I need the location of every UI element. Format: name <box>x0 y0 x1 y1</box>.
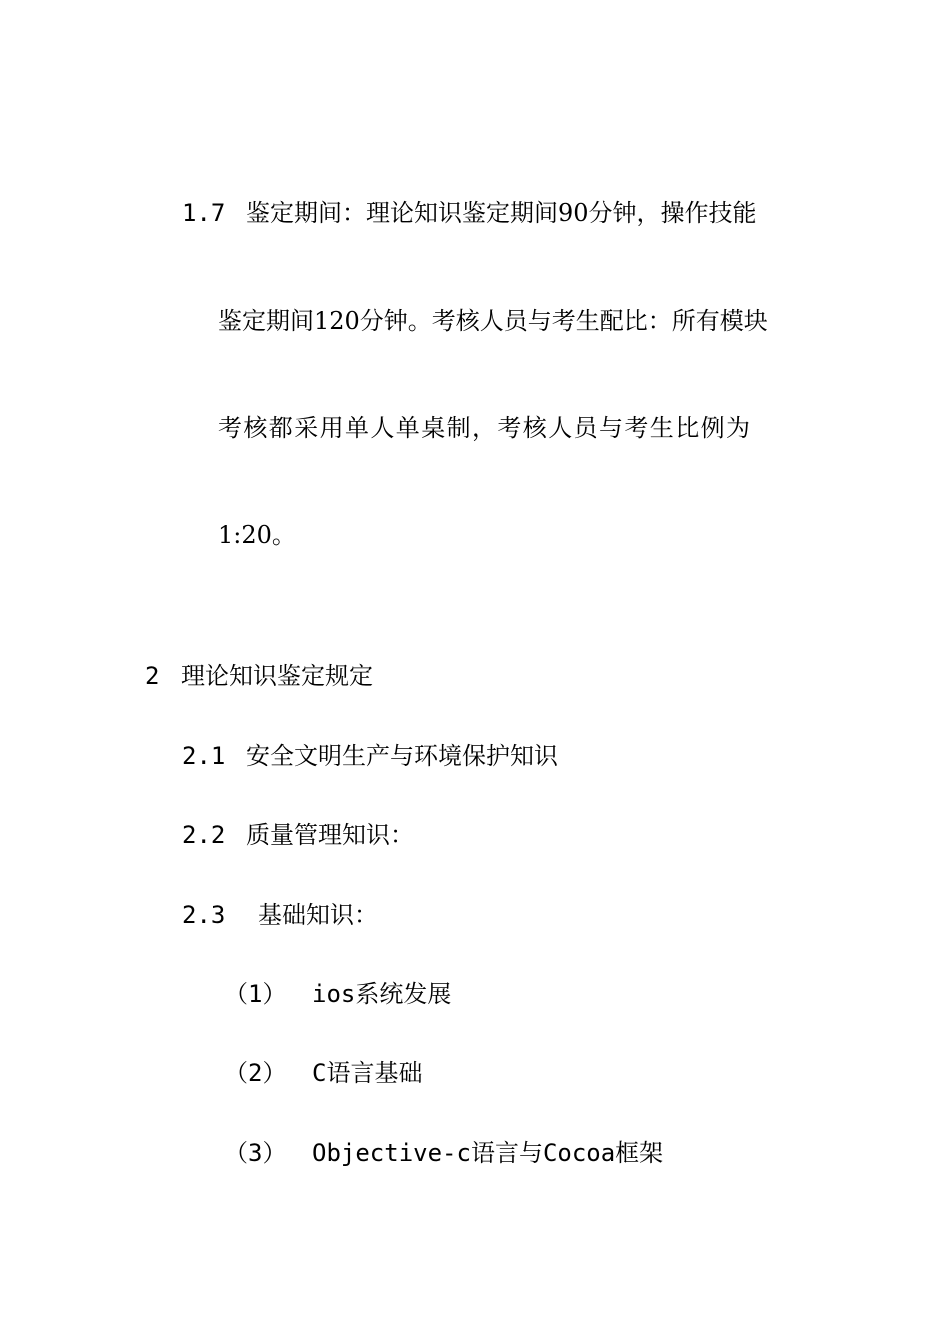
subsection-title: 质量管理知识： <box>246 821 414 849</box>
subsection-2-1 <box>182 740 558 772</box>
list-item-text: C语言基础 <box>312 1059 423 1087</box>
subsection-title: 基础知识： <box>258 901 378 929</box>
subsection-number: 2.1 <box>182 742 226 770</box>
subsection-title: 安全文明生产与环境保护知识 <box>246 742 558 770</box>
paragraph-text: 鉴定期间120分钟。考核人员与考生配比：所有模块 <box>218 307 768 335</box>
subsection-number: 2.3 <box>182 901 226 929</box>
section-1-7-line-4 <box>218 519 296 551</box>
list-marker: （2） <box>224 1059 287 1087</box>
subsection-number: 2.2 <box>182 821 226 849</box>
list-item-text: Objective-c语言与Cocoa框架 <box>312 1139 664 1167</box>
section-1-7-line-3 <box>218 412 751 444</box>
paragraph-text: 鉴定期间：理论知识鉴定期间90分钟，操作技能 <box>246 199 757 227</box>
list-marker: （3） <box>224 1139 287 1167</box>
subsection-2-2 <box>182 819 414 851</box>
paragraph-text: 1:20。 <box>218 521 296 549</box>
list-item <box>224 1137 663 1169</box>
section-title: 理论知识鉴定规定 <box>181 662 373 690</box>
section-1-7-line-1 <box>182 197 757 229</box>
list-marker: （1） <box>224 980 287 1008</box>
paragraph-text: 考核都采用单人单桌制，考核人员与考生比例为 <box>218 414 752 442</box>
section-2-heading <box>145 660 373 692</box>
list-item-text: ios系统发展 <box>312 980 452 1008</box>
list-item <box>224 1057 422 1089</box>
section-number: 2 <box>145 662 160 690</box>
section-number: 1.7 <box>182 199 226 227</box>
subsection-2-3 <box>182 899 378 931</box>
list-item <box>224 978 451 1010</box>
section-1-7-line-2 <box>218 305 768 337</box>
